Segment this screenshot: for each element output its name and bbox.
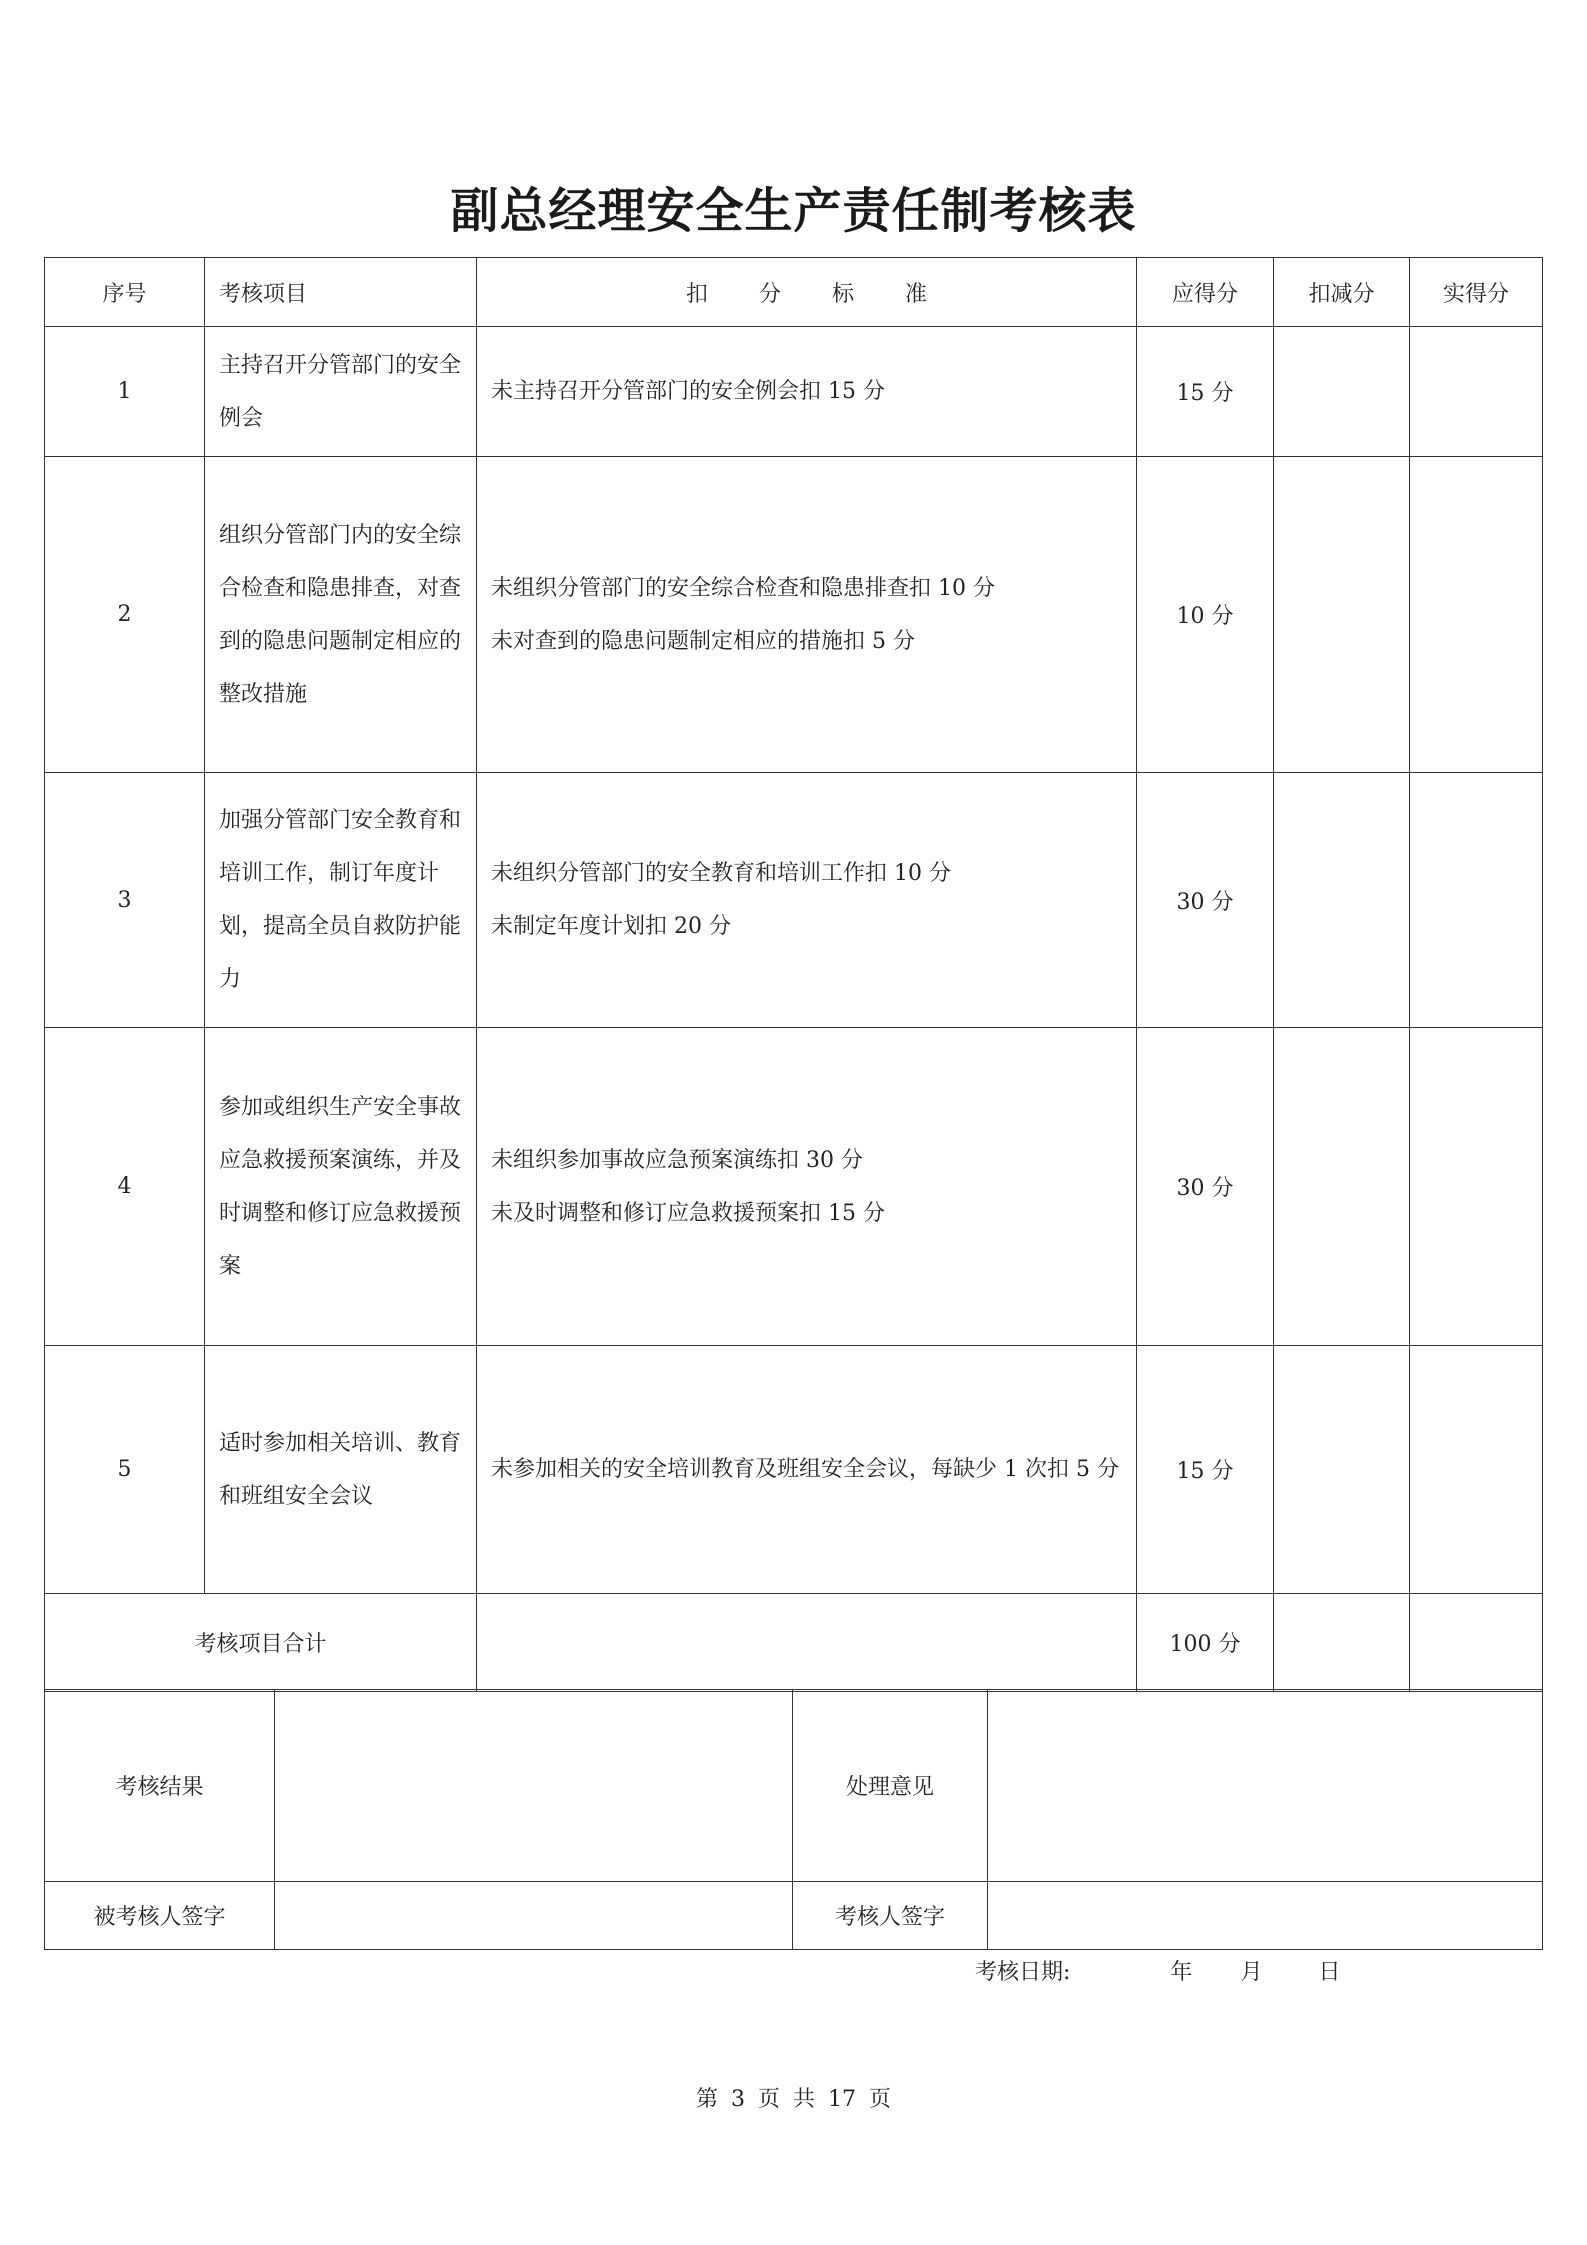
table-row xyxy=(45,1028,1543,1346)
row-standard xyxy=(477,1346,1137,1594)
row-actual-cell[interactable] xyxy=(1410,773,1543,1028)
result-label: 考核结果 xyxy=(45,1690,275,1882)
header-no: 序号 xyxy=(45,258,205,327)
result-value-cell[interactable] xyxy=(275,1690,793,1882)
header-deduct: 扣减分 xyxy=(1274,258,1410,327)
table-header xyxy=(45,258,1543,327)
row-actual-cell[interactable] xyxy=(1410,327,1543,457)
standard-line: 未对查到的隐患问题制定相应的措施扣 5 分 xyxy=(491,628,915,654)
assessment-table xyxy=(44,257,1543,1692)
total-actual-cell[interactable] xyxy=(1410,1594,1543,1692)
date-day: 日 xyxy=(1318,1960,1341,1985)
row-standard xyxy=(477,457,1137,773)
row-score: 15 分 xyxy=(1137,327,1274,457)
table-row xyxy=(45,457,1543,773)
examinee-signature-cell[interactable] xyxy=(275,1882,793,1950)
total-label: 考核项目合计 xyxy=(45,1594,477,1692)
row-standard xyxy=(477,1028,1137,1346)
header-score: 应得分 xyxy=(1137,258,1274,327)
total-deduct-cell[interactable] xyxy=(1274,1594,1410,1692)
row-deduct-cell[interactable] xyxy=(1274,327,1410,457)
page-title: 副总经理安全生产责任制考核表 xyxy=(450,183,1137,239)
row-standard xyxy=(477,327,1137,457)
page-footer: 第 3 页 共 17 页 xyxy=(696,2087,891,2112)
row-deduct-cell[interactable] xyxy=(1274,1028,1410,1346)
table-row xyxy=(45,1346,1543,1594)
row-score: 30 分 xyxy=(1137,773,1274,1028)
standard-line: 未制定年度计划扣 20 分 xyxy=(491,914,731,939)
examiner-signature-cell[interactable] xyxy=(988,1882,1543,1950)
standard-line: 未组织分管部门的安全教育和培训工作扣 10 分 xyxy=(491,861,951,886)
header-actual: 实得分 xyxy=(1410,258,1543,327)
row-score: 30 分 xyxy=(1137,1028,1274,1346)
row-no: 2 xyxy=(45,457,205,773)
row-no: 1 xyxy=(45,327,205,457)
row-no: 5 xyxy=(45,1346,205,1594)
standard-line: 未组织分管部门的安全综合检查和隐患排查扣 10 分 xyxy=(491,575,995,601)
row-item: 组织分管部门内的安全综合检查和隐患排查，对查到的隐患问题制定相应的整改措施 xyxy=(205,457,477,773)
signature-row xyxy=(45,1882,1543,1950)
row-actual-cell[interactable] xyxy=(1410,457,1543,773)
result-row xyxy=(45,1690,1543,1882)
date-month: 月 xyxy=(1240,1960,1263,1985)
assessment-date xyxy=(975,1955,1340,1986)
row-no: 4 xyxy=(45,1028,205,1346)
row-item: 参加或组织生产安全事故应急救援预案演练，并及时调整和修订应急救援预案 xyxy=(205,1028,477,1346)
row-item: 加强分管部门安全教育和培训工作，制订年度计划，提高全员自救防护能力 xyxy=(205,773,477,1028)
row-standard xyxy=(477,773,1137,1028)
date-label: 考核日期: xyxy=(975,1960,1071,1985)
row-item: 适时参加相关培训、教育和班组安全会议 xyxy=(205,1346,477,1594)
row-deduct-cell[interactable] xyxy=(1274,773,1410,1028)
date-year: 年 xyxy=(1170,1960,1193,1985)
standard-line: 未主持召开分管部门的安全例会扣 15 分 xyxy=(491,379,885,404)
row-score: 10 分 xyxy=(1137,457,1274,773)
row-actual-cell[interactable] xyxy=(1410,1346,1543,1594)
opinion-value-cell[interactable] xyxy=(988,1690,1543,1882)
table-row xyxy=(45,327,1543,457)
total-standard-cell xyxy=(477,1594,1137,1692)
table-row xyxy=(45,773,1543,1028)
standard-line: 未参加相关的安全培训教育及班组安全会议，每缺少 1 次扣 5 分 xyxy=(491,1457,1119,1482)
header-standard: 扣 分 标 准 xyxy=(477,258,1137,327)
row-deduct-cell[interactable] xyxy=(1274,1346,1410,1594)
examinee-label: 被考核人签字 xyxy=(45,1882,275,1950)
total-row xyxy=(45,1594,1543,1692)
row-no: 3 xyxy=(45,773,205,1028)
opinion-label: 处理意见 xyxy=(793,1690,988,1882)
row-deduct-cell[interactable] xyxy=(1274,457,1410,773)
header-item: 考核项目 xyxy=(205,258,477,327)
row-score: 15 分 xyxy=(1137,1346,1274,1594)
examiner-label: 考核人签字 xyxy=(793,1882,988,1950)
row-item: 主持召开分管部门的安全例会 xyxy=(205,327,477,457)
result-table xyxy=(44,1689,1543,1950)
total-score: 100 分 xyxy=(1137,1594,1274,1692)
standard-line: 未组织参加事故应急预案演练扣 30 分 xyxy=(491,1147,863,1173)
row-actual-cell[interactable] xyxy=(1410,1028,1543,1346)
standard-line: 未及时调整和修订应急救援预案扣 15 分 xyxy=(491,1200,885,1226)
